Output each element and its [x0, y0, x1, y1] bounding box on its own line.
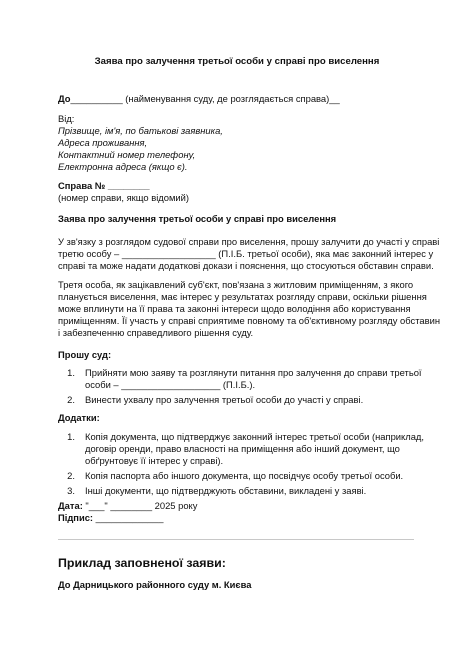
paragraph-line: приміщенням. Її участь у справі сприятиме повному та об'єктивному розгляду обставин — [58, 315, 440, 326]
list-item-text: Інші документи, що підтверджують обставини, викладені у заяві. — [85, 485, 367, 496]
signature-placeholder: _____________ — [93, 512, 164, 523]
paragraph-line: У зв'язку з розглядом судової справи про виселення, прошу залучити до участі у справі — [58, 236, 440, 247]
addressee-placeholder: __________ (найменування суду, де розглядається справа)__ — [70, 93, 340, 104]
section-divider — [58, 539, 414, 540]
paragraph-line: може вплинути на її права та законні інтереси щодо володіння або користування — [58, 303, 411, 314]
paragraph-line: третю особу – __________________ (П.І.Б. третьої особи), яка має законний інтерес у — [58, 248, 434, 259]
case-number-note: (номер справи, якщо відомий) — [58, 192, 190, 203]
list-item-text: Копія документа, що підтверджує законний інтерес третьої особи (наприклад, — [85, 431, 424, 442]
list-item-text: особи – ___________________ (П.І.Б.). — [85, 379, 256, 390]
list-item — [58, 431, 424, 467]
addressee-line — [58, 93, 340, 104]
signature-label: Підпис: — [58, 512, 94, 523]
case-number-block — [58, 180, 189, 204]
sender-label: Від: — [58, 113, 75, 124]
list-number: 1. — [67, 431, 75, 442]
paragraph-line: справі та може надати додаткові докази і пояснення, що стосуються обставин справи. — [58, 260, 434, 271]
list-item — [58, 470, 418, 482]
example-court-line: До Дарницького районного суду м. Києва — [58, 579, 252, 590]
date-signature-block — [58, 500, 197, 524]
attachments-list — [58, 431, 424, 500]
paragraph-intro — [58, 236, 440, 272]
date-placeholder: "___" ________ 2025 року — [82, 500, 198, 511]
date-label: Дата: — [58, 500, 83, 511]
statement-subtitle: Заява про залучення третьої особи у справі про виселення — [58, 213, 337, 224]
sender-block — [58, 113, 223, 173]
paragraph-justification — [58, 279, 440, 339]
list-item-text: Винести ухвалу про залучення третьої особи до участі у справі. — [85, 394, 364, 405]
sender-line: Контактний номер телефону, — [58, 149, 196, 160]
paragraph-line: планується виселення, має інтерес у результатах розгляду справи, оскільки рішення — [58, 291, 427, 302]
list-item-text: договір оренди, право власності на приміщення або інший документ, що — [85, 443, 400, 454]
list-number: 1. — [67, 367, 75, 378]
paragraph-line: і забезпеченню справедливого рішення суду. — [58, 327, 254, 338]
list-item-text: Копія паспорта або іншого документа, що посвідчує особу третьої особи. — [85, 470, 404, 481]
example-heading: Приклад заповненої заяви: — [58, 556, 226, 570]
document-title: Заява про залучення третьої особи у справі про виселення — [94, 56, 380, 67]
sender-line: Електронна адреса (якщо є). — [58, 161, 188, 172]
list-number: 2. — [67, 470, 75, 481]
list-item — [58, 367, 422, 391]
addressee-label: До — [58, 93, 71, 104]
paragraph-line: Третя особа, як зацікавлений суб'єкт, пов'язана з житловим приміщенням, з якого — [58, 279, 414, 290]
sender-line: Адреса проживання, — [58, 137, 148, 148]
list-number: 2. — [67, 394, 75, 405]
case-number-label: Справа № ________ — [58, 180, 150, 191]
request-list — [58, 367, 422, 409]
request-heading: Прошу суд: — [58, 349, 112, 360]
list-item — [58, 485, 418, 497]
list-number: 3. — [67, 485, 75, 496]
list-item-text: обґрунтовує її інтерес у справі). — [85, 455, 224, 466]
list-item — [58, 394, 418, 406]
sender-line: Прізвище, ім'я, по батькові заявника, — [58, 125, 223, 136]
attachments-heading: Додатки: — [58, 412, 100, 423]
list-item-text: Прийняти мою заяву та розглянути питання про залучення до справи третьої — [85, 367, 422, 378]
